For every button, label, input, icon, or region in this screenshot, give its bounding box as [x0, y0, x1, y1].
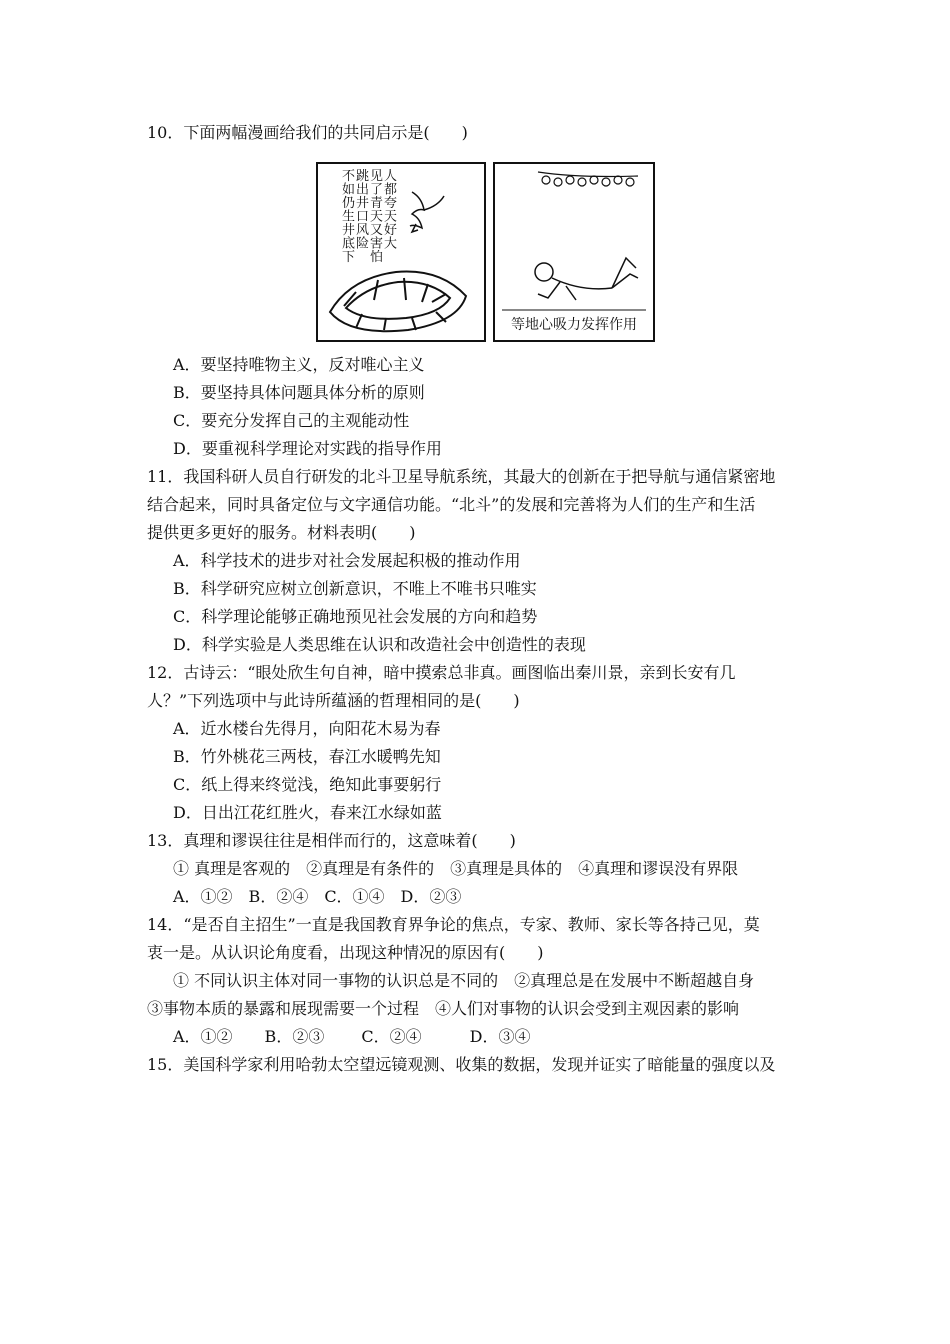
poem-char: 风 — [356, 223, 370, 238]
poem-char: 底 — [342, 236, 356, 252]
q14-items-line-1: ① 不同认识主体对同一事物的认识总是不同的 ②真理总是在发展中不断超越自身 — [173, 971, 755, 990]
poem-char: 仍 — [342, 196, 356, 211]
q11-option-c: C．科学理论能够正确地预见社会发展的方向和趋势 — [173, 607, 538, 626]
q11-option-d: D．科学实验是人类思维在认识和改造社会中创造性的表现 — [173, 635, 586, 654]
poem-char: 了 — [370, 182, 384, 198]
q12-option-c: C．纸上得来终觉浅，绝知此事要躬行 — [173, 775, 442, 794]
q12-option-a: A．近水楼台先得月，向阳花木易为春 — [173, 719, 441, 738]
q13-items: ① 真理是客观的 ②真理是有条件的 ③真理是具体的 ④真理和谬误没有界限 — [173, 859, 739, 878]
q14-items-line-2: ③事物本质的暴露和展现需要一个过程 ④人们对事物的认识会受到主观因素的影响 — [147, 999, 740, 1018]
q11-line-2: 结合起来，同时具备定位与文字通信功能。“北斗”的发展和完善将为人们的生产和生活 — [147, 495, 756, 514]
poem-char: 下 — [342, 250, 356, 265]
q10-option-b: B．要坚持具体问题具体分析的原则 — [173, 383, 425, 402]
poem-char: 都 — [384, 182, 398, 198]
cartoon-right-caption: 等地心吸力发挥作用 — [511, 317, 637, 333]
poem-char: 出 — [356, 182, 370, 198]
q12-option-d: D．日出江花红胜火，春来江水绿如蓝 — [173, 803, 442, 822]
q11-option-a: A．科学技术的进步对社会发展起积极的推动作用 — [173, 551, 521, 570]
poem-char: 生 — [342, 209, 356, 225]
q11-line-1: 11．我国科研人员自行研发的北斗卫星导航系统，其最大的创新在于把导航与通信紧密地 — [147, 467, 776, 486]
cartoon-illustrations — [316, 162, 656, 344]
poem-char: 人 — [384, 169, 398, 184]
q11-option-b: B．科学研究应树立创新意识，不唯上不唯书只唯实 — [173, 579, 537, 598]
question-10-stem: 10．下面两幅漫画给我们的共同启示是( ) — [147, 123, 468, 142]
poem-char: 不 — [342, 169, 356, 184]
poem-char: 见 — [370, 169, 384, 184]
poem-char: 如 — [342, 182, 356, 198]
poem-char: 跳 — [356, 169, 370, 184]
poem-char: 天 — [370, 209, 384, 225]
q13-stem: 13．真理和谬误往往是相伴而行的，这意味着( ) — [147, 831, 516, 850]
q13-answers: A．①② B．②④ C．①④ D．②③ — [173, 887, 462, 906]
q10-option-c: C．要充分发挥自己的主观能动性 — [173, 411, 410, 430]
q10-option-d: D．要重视科学理论对实践的指导作用 — [173, 439, 442, 458]
q12-option-b: B．竹外桃花三两枝，春江水暖鸭先知 — [173, 747, 441, 766]
cartoon-left-poem — [342, 169, 397, 265]
poem-char: 井 — [342, 223, 356, 238]
poem-char: 害 — [370, 236, 384, 252]
poem-char: 大 — [384, 236, 398, 252]
poem-char: 夸 — [384, 196, 398, 211]
q10-option-a: A．要坚持唯物主义，反对唯心主义 — [173, 355, 425, 374]
poem-char: 井 — [356, 196, 370, 211]
poem-char: 口 — [356, 209, 370, 225]
poem-char: 险 — [356, 236, 370, 252]
poem-char: 又 — [370, 223, 384, 238]
q12-line-2: 人？”下列选项中与此诗所蕴涵的哲理相同的是( ) — [147, 691, 520, 710]
q15-line-1: 15．美国科学家利用哈勃太空望远镜观测、收集的数据，发现并证实了暗能量的强度以及 — [147, 1055, 776, 1074]
poem-char: 青 — [370, 196, 384, 211]
poem-char: 天 — [384, 209, 398, 225]
q14-answers: A．①② B．②③ C．②④ D．③④ — [173, 1027, 531, 1046]
q14-line-1: 14．“是否自主招生”一直是我国教育界争论的焦点，专家、教师、家长等各持己见，莫 — [147, 915, 760, 934]
poem-char: 怕 — [370, 250, 384, 265]
q11-line-3: 提供更多更好的服务。材料表明( ) — [147, 523, 416, 542]
q12-line-1: 12．古诗云：“眼处欣生句自神，暗中摸索总非真。画图临出秦川景，亲到长安有几 — [147, 663, 736, 682]
q14-line-2: 衷一是。从认识论角度看，出现这种情况的原因有( ) — [147, 943, 544, 962]
poem-char: 好 — [384, 223, 398, 238]
